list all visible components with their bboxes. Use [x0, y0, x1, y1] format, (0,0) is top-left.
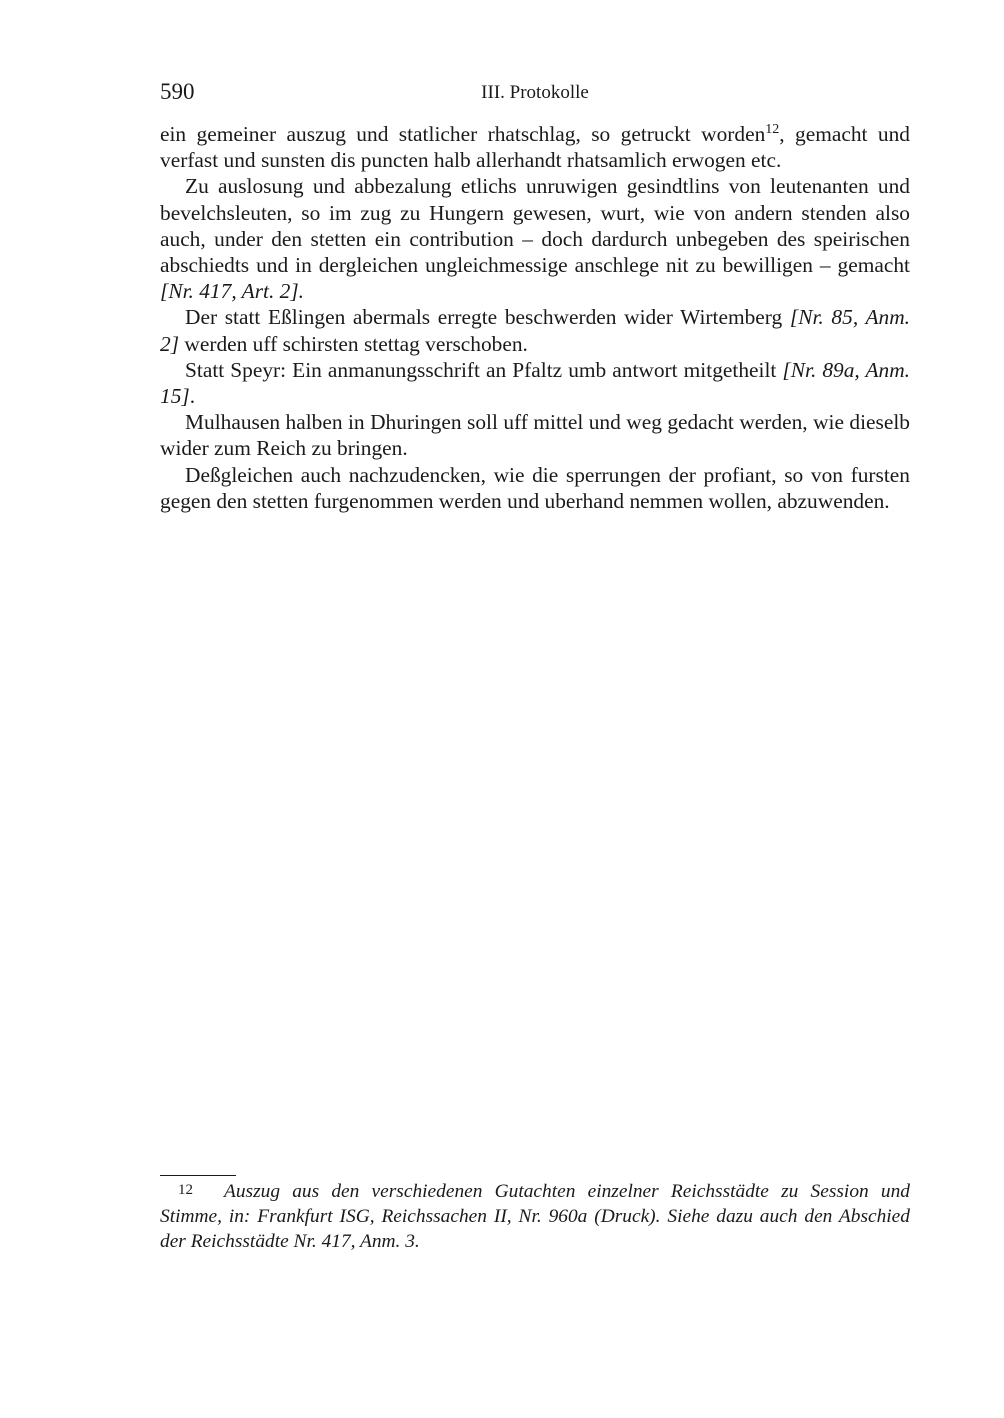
running-title: III. Protokolle	[481, 82, 589, 103]
paragraph-3-text: Der statt Eßlingen abermals erregte beschwerden wider Wirtemberg	[185, 305, 790, 330]
footnote-number: 12	[178, 1182, 193, 1198]
paragraph-3-text-continued: werden uff schirsten stettag verschoben.	[179, 331, 528, 356]
paragraph-2	[160, 173, 910, 304]
paragraph-4	[160, 357, 910, 409]
paragraph-4-text-continued: .	[189, 384, 196, 409]
paragraph-3	[160, 304, 910, 356]
paragraph-1-text-continued: , gemacht und verfast und sunsten dis puncten halb allerhandt rhatsamlich erwogen etc.	[160, 122, 910, 173]
footnote-reference: 12	[765, 122, 780, 137]
paragraph-3-reference: [Nr. 85, Anm. 2]	[160, 305, 910, 356]
paragraph-1	[160, 121, 910, 173]
paragraph-2-reference: [Nr. 417, Art. 2].	[160, 279, 305, 304]
paragraph-2-text: Zu auslosung und abbezalung etlichs unruwigen gesindtlins von leutenanten und bevelchsleuten, so im zug zu Hungern gewesen, wurt, wie von andern stenden also auch, under den stetten ein contribution – doch dardurch unbegeben des speirischen abschiedts und in dergleichen ungleichmessige anschlege nit zu bewilligen – gemacht	[160, 174, 910, 278]
main-text	[160, 121, 910, 514]
footnote-separator	[160, 1175, 236, 1176]
page-number: 590	[160, 79, 195, 104]
paragraph-4-reference: [Nr. 89a, Anm. 15]	[160, 357, 910, 409]
footnote-text: Auszug aus den verschiedenen Gutachten einzelner Reichsstädte zu Session und Stimme, in: Frankfurt ISG, Reichssachen II, Nr. 960a (Druck). Siehe dazu auch den Abschied der Reichsstädte Nr. 417, Anm. 3.	[160, 1181, 910, 1252]
paragraph-5: Mulhausen halben in Dhuringen soll uff mittel und weg gedacht werden, wie dieselb wider zum Reich zu bringen.	[160, 410, 910, 461]
paragraph-6: Deßgleichen auch nachzudencken, wie die sperrungen der profiant, so von fursten gegen den stetten furgenommen werden und uberhand nemmen wollen, abzuwenden.	[160, 462, 910, 513]
paragraph-1-text: ein gemeiner auszug und statlicher rhatschlag, so getruckt worden	[160, 122, 766, 146]
paragraph-4-text: Statt Speyr: Ein anmanungsschrift an Pfaltz umb antwort mitgetheilt	[185, 357, 783, 382]
footnote-12	[160, 1178, 910, 1254]
